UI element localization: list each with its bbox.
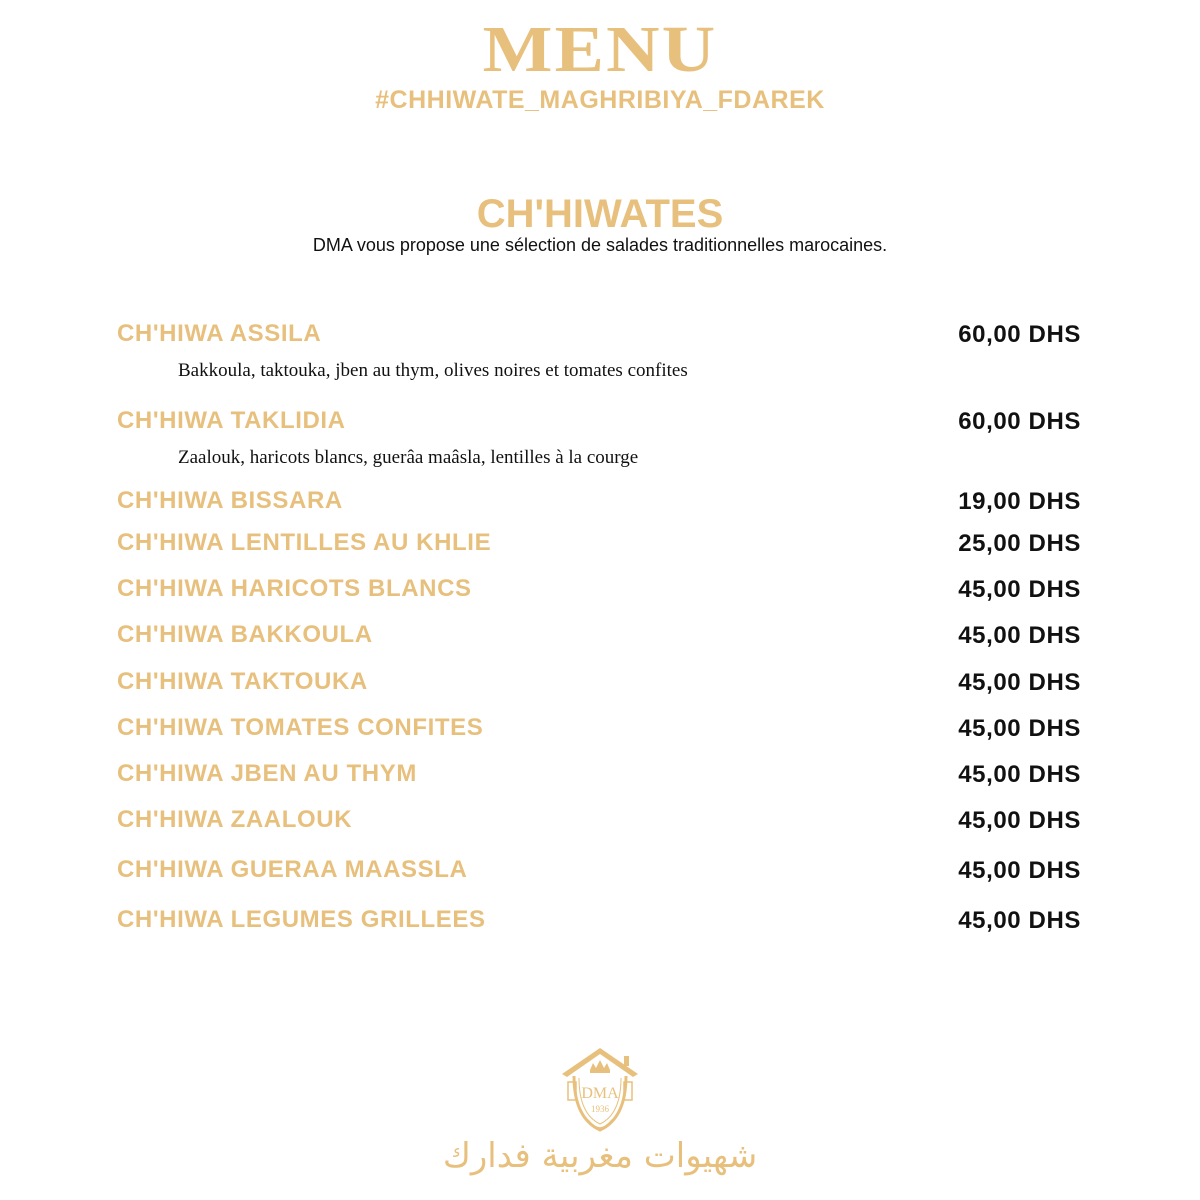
item-price: 25,00 DHS bbox=[958, 530, 1081, 557]
item-price: 45,00 DHS bbox=[958, 807, 1081, 834]
item-price: 45,00 DHS bbox=[958, 576, 1081, 603]
item-price: 45,00 DHS bbox=[958, 715, 1081, 742]
item-name: CH'HIWA TAKTOUKA bbox=[117, 668, 368, 695]
item-name: CH'HIWA TAKLIDIA bbox=[117, 407, 346, 434]
item-price: 45,00 DHS bbox=[958, 907, 1081, 934]
item-name: CH'HIWA HARICOTS BLANCS bbox=[117, 575, 472, 602]
item-name: CH'HIWA LENTILLES AU KHLIE bbox=[117, 529, 492, 556]
item-price: 45,00 DHS bbox=[958, 622, 1081, 649]
item-name: CH'HIWA ASSILA bbox=[117, 320, 322, 347]
item-description: Zaalouk, haricots blancs, guerâa maâsla, lentilles à la courge bbox=[178, 447, 639, 468]
menu-hashtag: #CHHIWATE_MAGHRIBIYA_FDAREK bbox=[375, 86, 825, 114]
item-name: CH'HIWA LEGUMES GRILLEES bbox=[117, 906, 486, 933]
item-name: CH'HIWA JBEN AU THYM bbox=[117, 760, 417, 787]
section-subtitle: DMA vous propose une sélection de salades traditionnelles marocaines. bbox=[312, 235, 888, 255]
menu-title: MENU bbox=[482, 13, 718, 86]
item-name: CH'HIWA BAKKOULA bbox=[117, 621, 373, 648]
item-name: CH'HIWA ZAALOUK bbox=[117, 806, 353, 833]
logo-year: 1936 bbox=[591, 1104, 609, 1114]
item-price: 45,00 DHS bbox=[958, 857, 1081, 884]
item-price: 45,00 DHS bbox=[958, 669, 1081, 696]
section-title: CH'HIWATES bbox=[476, 192, 724, 236]
item-name: CH'HIWA TOMATES CONFITES bbox=[117, 714, 484, 741]
arabic-tagline: شهيوات مغربية فدارك bbox=[442, 1136, 758, 1176]
item-description: Bakkoula, taktouka, jben au thym, olives noires et tomates confites bbox=[178, 360, 688, 381]
item-name: CH'HIWA BISSARA bbox=[117, 487, 343, 514]
item-price: 45,00 DHS bbox=[958, 761, 1081, 788]
item-price: 19,00 DHS bbox=[958, 488, 1081, 515]
dma-logo-icon bbox=[560, 1046, 640, 1138]
item-price: 60,00 DHS bbox=[958, 321, 1081, 348]
item-name: CH'HIWA GUERAA MAASSLA bbox=[117, 856, 468, 883]
item-price: 60,00 DHS bbox=[958, 408, 1081, 435]
logo-text: DMA bbox=[581, 1085, 619, 1102]
